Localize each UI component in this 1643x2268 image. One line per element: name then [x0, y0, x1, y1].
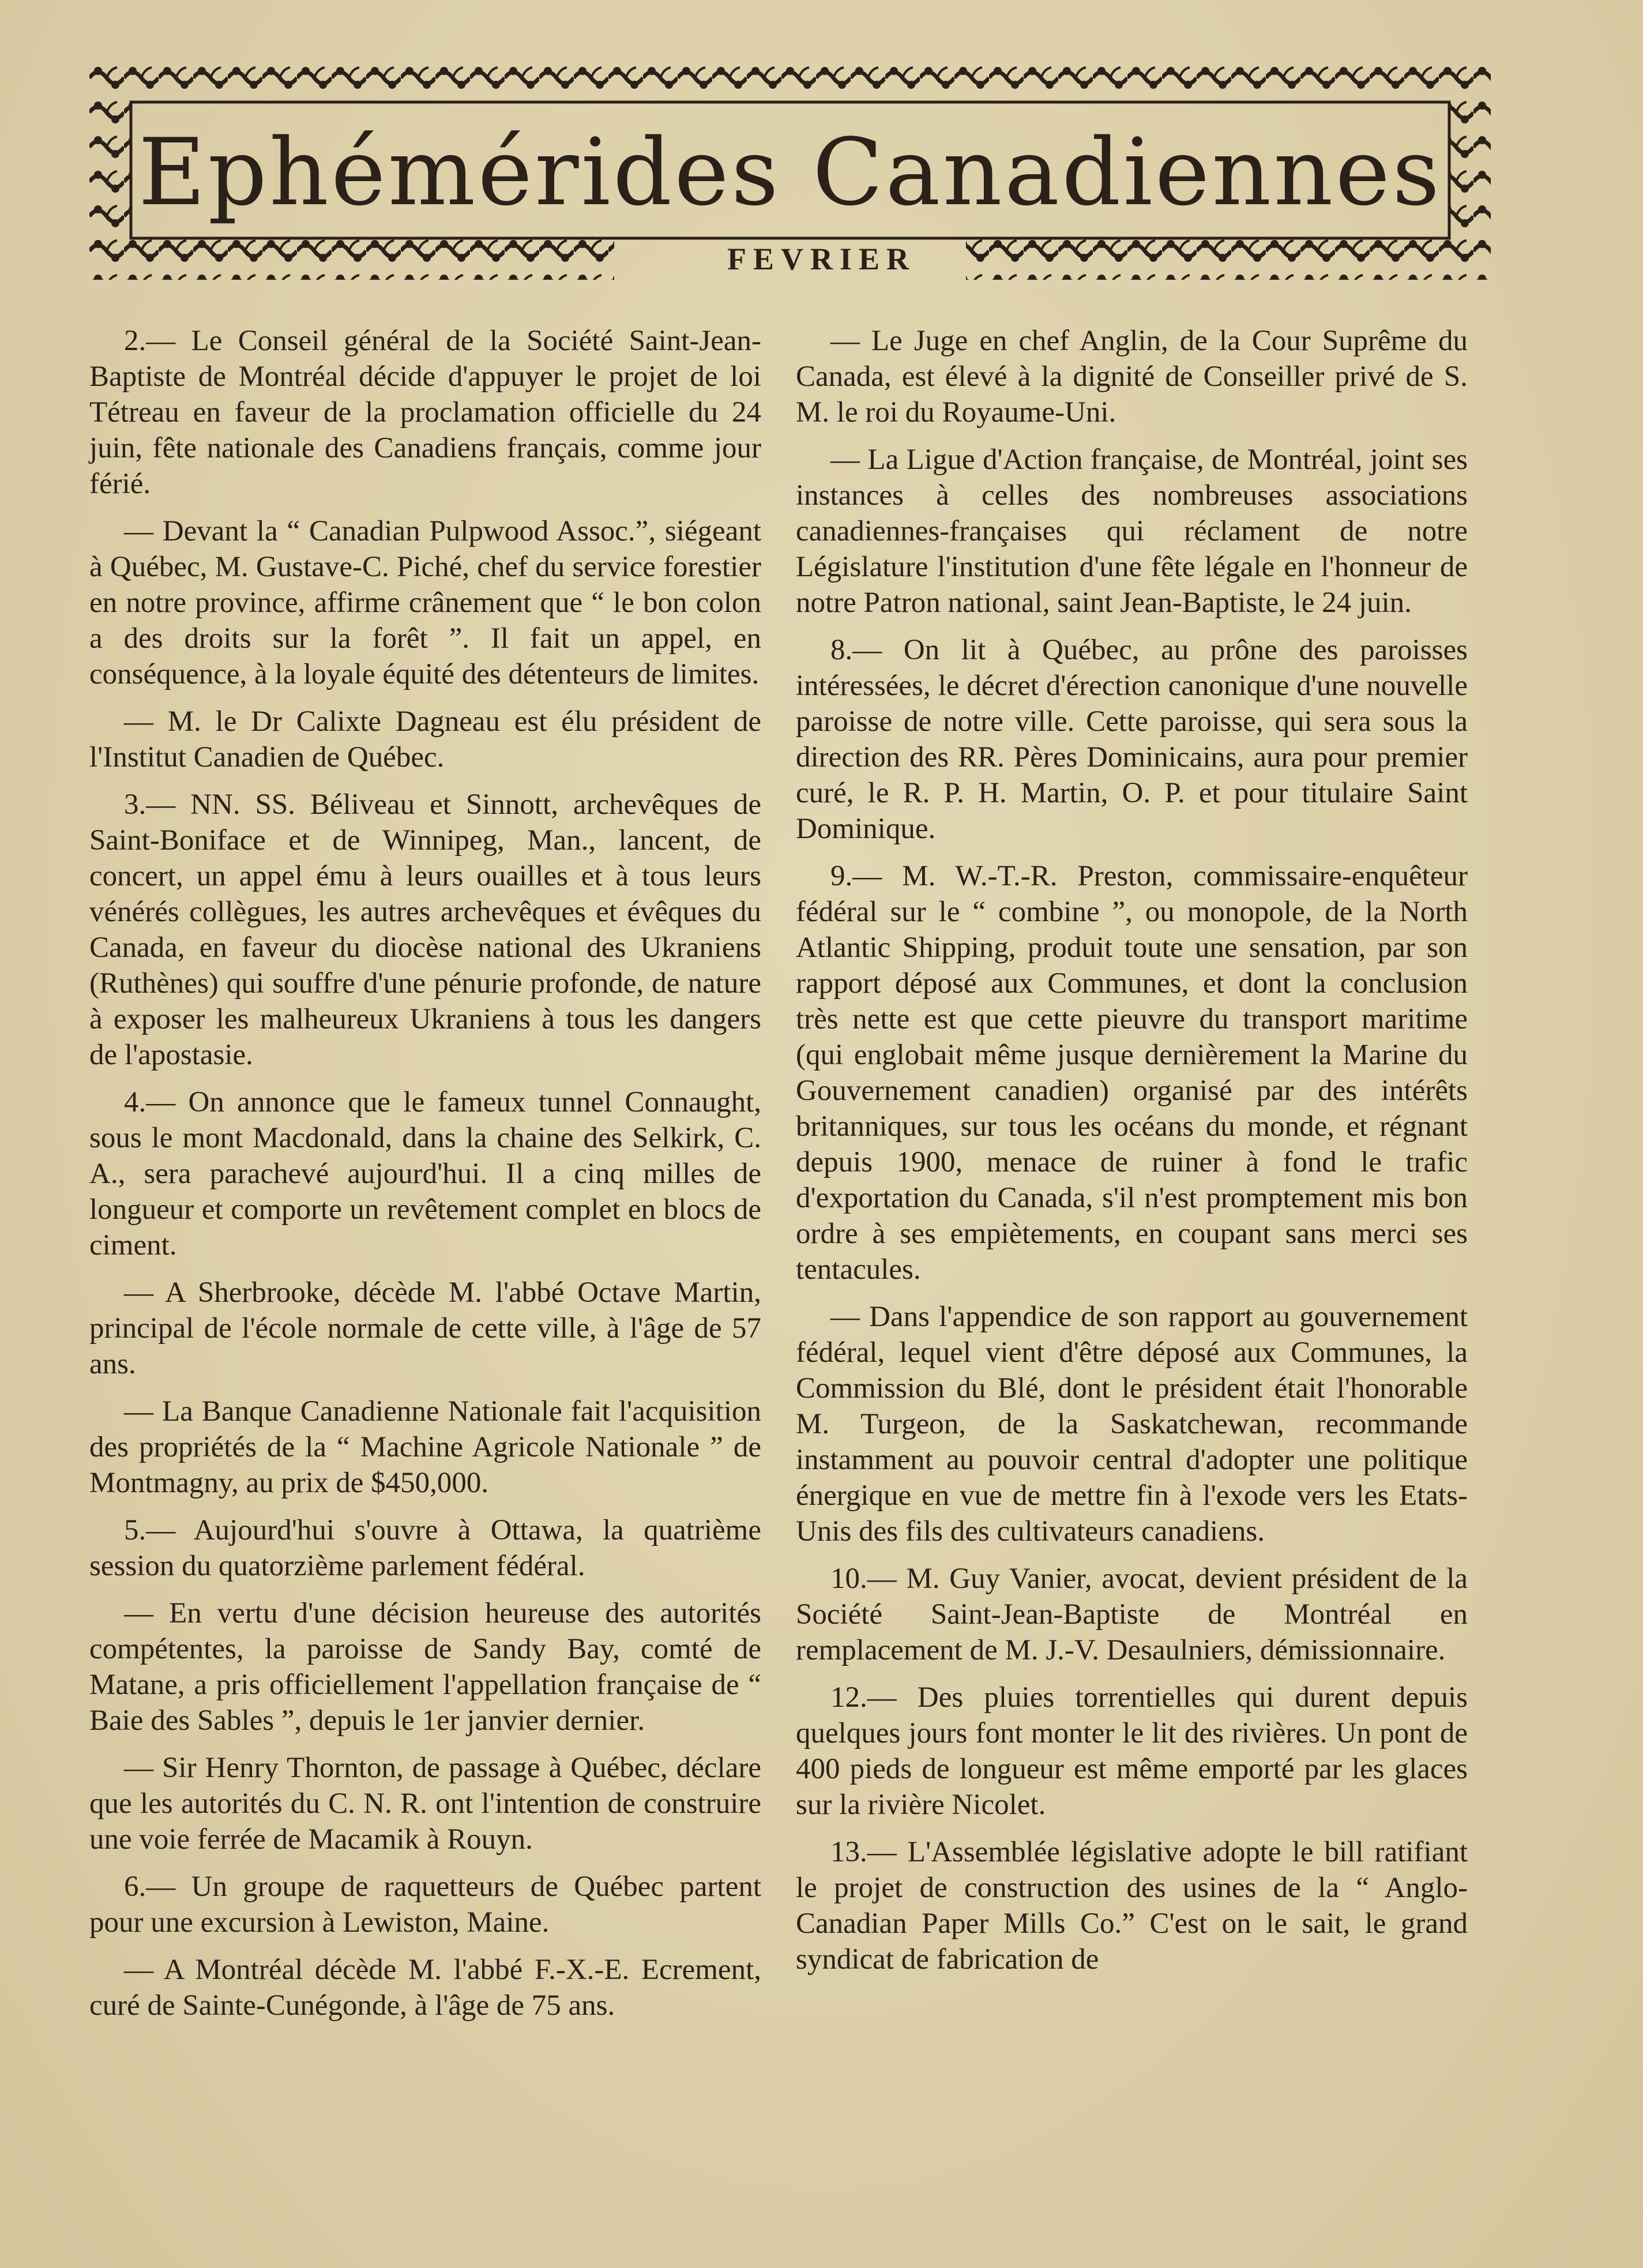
entry-paragraph: 8.— On lit à Québec, au prône des paroisses intéressées, le décret d'érection canonique d'une nouvelle paroisse de notre ville. Cette paroisse, qui sera sous la direction des RR. Pères Dominicains, aura pour premier curé, le R. P. H. Martin, O. P. et pour titulaire Saint Dominique.	[796, 634, 1468, 845]
entry-paragraph: — Sir Henry Thornton, de passage à Québec, déclare que les autorités du C. N. R. ont l'intention de construire une voie ferrée de Macamik à Rouyn.	[89, 1752, 761, 1856]
entry-paragraph: 3.— NN. SS. Béliveau et Sinnott, archevêques de Saint-Boniface et de Winnipeg, Man., lancent, de concert, un appel ému à leurs ouailles et à tous leurs vénérés collègues, les autres archevêques et évêques du Canada, en faveur du diocèse national des Ukraniens (Ruthènes) qui souffre d'une pénurie profonde, de nature à exposer les malheureux Ukraniens à tous les dangers de l'apostasie.	[89, 788, 761, 1071]
entry-paragraph: — Devant la “ Canadian Pulpwood Assoc.”, siégeant à Québec, M. Gustave-C. Piché, chef du service forestier en notre province, affirme crânement que “ le bon colon a des droits sur la forêt ”. Il fait un appel, en conséquence, à la loyale équité des détenteurs de limites.	[89, 515, 761, 690]
entry-paragraph: — A Sherbrooke, décède M. l'abbé Octave Martin, principal de l'école normale de cette ville, à l'âge de 57 ans.	[89, 1276, 761, 1380]
entry-paragraph: 4.— On annonce que le fameux tunnel Connaught, sous le mont Macdonald, dans la chaine des Selkirk, C. A., sera parachevé aujourd'hui. Il a cinq milles de longueur et comporte un revêtement complet en blocs de ciment.	[89, 1086, 761, 1261]
entry-paragraph: — Le Juge en chef Anglin, de la Cour Suprême du Canada, est élevé à la dignité de Conseiller privé de S. M. le roi du Royaume-Uni.	[796, 325, 1468, 429]
entry-paragraph: — M. le Dr Calixte Dagneau est élu président de l'Institut Canadien de Québec.	[89, 705, 761, 773]
entry-paragraph: — La Banque Canadienne Nationale fait l'acquisition des propriétés de la “ Machine Agricole Nationale ” de Montmagny, au prix de $450,000.	[89, 1395, 761, 1499]
page-title: Ephémérides Canadiennes	[138, 118, 1442, 226]
left-column	[89, 323, 761, 2035]
entry-paragraph: 13.— L'Assemblée législative adopte le bill ratifiant le projet de construction des usines de la “ Anglo-Canadian Paper Mills Co.” C'est on le sait, le grand syndicat de fabrication de	[796, 1836, 1468, 1976]
entry-paragraph: — Dans l'appendice de son rapport au gouvernement fédéral, lequel vient d'être déposé aux Communes, la Commission du Blé, dont le président était l'honorable M. Turgeon, de la Saskatchewan, recommande instamment au pouvoir central d'adopter une politique énergique en vue de mettre fin à l'exode vers les Etats-Unis des fils des cultivateurs canadiens.	[796, 1301, 1468, 1548]
entry-paragraph: 12.— Des pluies torrentielles qui durent depuis quelques jours font monter le lit des rivières. Un pont de 400 pieds de longueur est même emporté par les glaces sur la rivière Nicolet.	[796, 1681, 1468, 1821]
right-column	[796, 323, 1468, 1989]
entry-paragraph: 9.— M. W.-T.-R. Preston, commissaire-enquêteur fédéral sur le “ combine ”, ou monopole, de la North Atlantic Shipping, produit toute une sensation, par son rapport déposé aux Communes, et dont la conclusion très nette est que cette pieuvre du transport maritime (qui englobait même jusque dernièrement la Marine du Gouvernement canadien) organisé par des intérêts britanniques, sur tous les océans du monde, et régnant depuis 1900, menace de ruiner à fond le trafic d'exportation du Canada, s'il n'est promptement mis bon ordre à ses empiètements, en coupant sans merci ses tentacules.	[796, 860, 1468, 1286]
entry-paragraph: — A Montréal décède M. l'abbé F.-X.-E. Ecrement, curé de Sainte-Cunégonde, à l'âge de 75 ans.	[89, 1954, 761, 2022]
entry-paragraph: 10.— M. Guy Vanier, avocat, devient président de la Société Saint-Jean-Baptiste de Montréal en remplacement de M. J.-V. Desaulniers, démissionnaire.	[796, 1563, 1468, 1666]
entry-paragraph: — En vertu d'une décision heureuse des autorités compétentes, la paroisse de Sandy Bay, comté de Matane, a pris officiellement l'appellation française de “ Baie des Sables ”, depuis le 1er janvier dernier.	[89, 1597, 761, 1737]
entry-paragraph: 5.— Aujourd'hui s'ouvre à Ottawa, la quatrième session du quatorzième parlement fédéral.	[89, 1514, 761, 1582]
month-heading: FEVRIER	[727, 242, 916, 276]
entry-paragraph: 2.— Le Conseil général de la Société Saint-Jean-Baptiste de Montréal décide d'appuyer le projet de loi Tétreau en faveur de la proclamation officielle du 24 juin, fête nationale des Canadiens français, comme jour férié.	[89, 325, 761, 500]
entry-paragraph: — La Ligue d'Action française, de Montréal, joint ses instances à celles des nombreuses associations canadiennes-françaises qui réclament de notre Législature l'institution d'une fête légale en l'honneur de notre Patron national, saint Jean-Baptiste, le 24 juin.	[796, 444, 1468, 619]
entry-paragraph: 6.— Un groupe de raquetteurs de Québec partent pour une excursion à Lewiston, Maine.	[89, 1871, 761, 1939]
